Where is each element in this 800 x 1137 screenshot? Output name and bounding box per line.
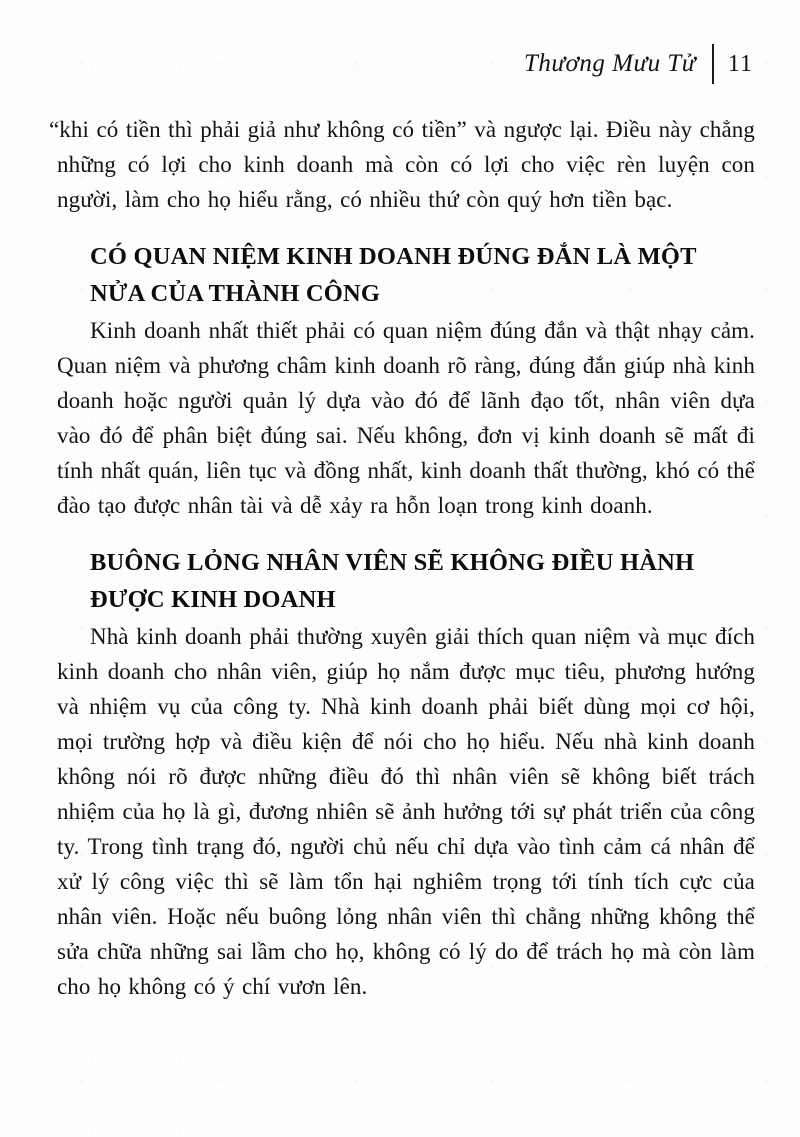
- header-divider-rule: [712, 44, 714, 84]
- section-heading-business-concept: CÓ QUAN NIỆM KINH DOANH ĐÚNG ĐẮN LÀ MỘT NỬA CỦA THÀNH CÔNG: [90, 243, 697, 307]
- section-heading-loose-management: BUÔNG LỎNG NHÂN VIÊN SẼ KHÔNG ĐIỀU HÀNH ĐƯỢC KINH DOANH: [90, 549, 695, 613]
- paragraph-loose-management: Nhà kinh doanh phải thường xuyên giải thích quan niệm và mục đích kinh doanh cho nhân viên, giúp họ nắm được mục tiêu, phương hướng và nhiệm vụ của công ty. Nhà kinh doanh phải biết dùng mọi cơ hội, mọi trường hợp và điều kiện để nói cho họ hiểu. Nếu nhà kinh doanh không nói rõ được những điều đó thì nhân viên sẽ không biết trách nhiệm của họ là gì, đương nhiên sẽ ảnh hưởng tới sự phát triển của công ty. Trong tình trạng đó, người chủ nếu chỉ dựa vào tình cảm cá nhân để xử lý công việc thì sẽ làm tổn hại nghiêm trọng tới tính tích cực của nhân viên. Hoặc nếu buông lỏng nhân viên thì chẳng những không thể sửa chữa những sai lầm cho họ, không có lý do để trách họ mà còn làm cho họ không có ý chí vươn lên.: [57, 624, 755, 999]
- paragraph-business-concept: Kinh doanh nhất thiết phải có quan niệm đúng đắn và thật nhạy cảm. Quan niệm và phương châm kinh doanh rõ ràng, đúng đắn giúp nhà kinh doanh hoặc người quản lý dựa vào đó để lãnh đạo tốt, nhân viên dựa vào đó để phân biệt đúng sai. Nếu không, đơn vị kinh doanh sẽ mất đi tính nhất quán, liên tục và đồng nhất, kinh doanh thất thường, khó có thể đào tạo được nhân tài và dễ xảy ra hỗn loạn trong kinh doanh.: [57, 318, 755, 518]
- paragraph-continuation: “khi có tiền thì phải giả như không có tiền” và ngược lại. Điều này chẳng những có lợi cho kinh doanh mà còn có lợi cho việc rèn luyện con người, làm cho họ hiểu rằng, có nhiều thứ còn quý hơn tiền bạc.: [49, 117, 755, 212]
- running-header: [57, 44, 753, 84]
- book-title: Thương Mưu Tử: [524, 50, 696, 77]
- page-number: 11: [727, 50, 753, 77]
